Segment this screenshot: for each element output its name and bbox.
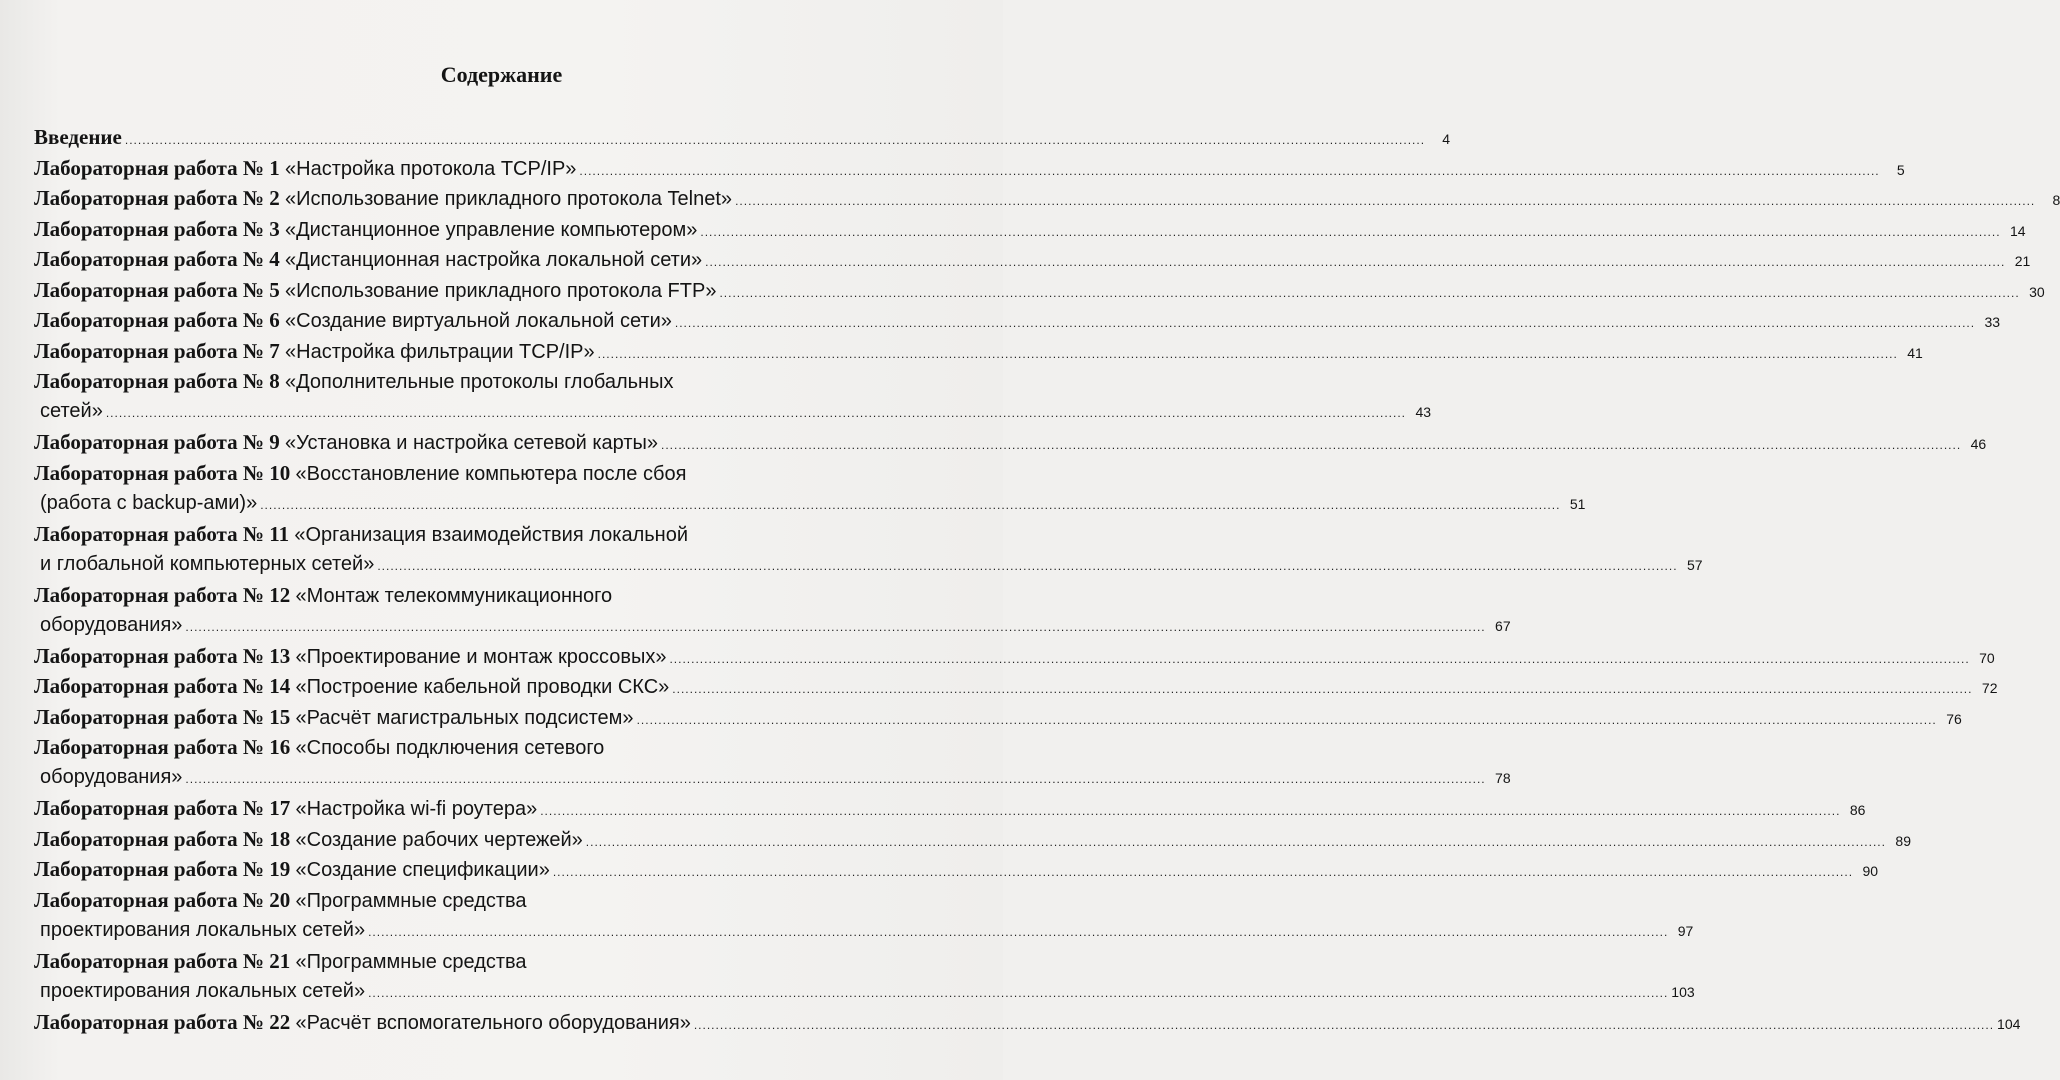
toc-entry — [34, 1007, 2021, 1037]
toc-page-number: 30 — [2029, 283, 2045, 300]
toc-entry-title: «Создание виртуальной локальной сети» — [285, 310, 672, 332]
toc-entry-label: Лабораторная работа № 8 — [34, 369, 280, 393]
toc-entry-title: «Проектирование и монтаж кроссовых» — [295, 645, 667, 668]
toc-entry — [34, 671, 1998, 701]
toc-entry-title: «Способы подключения сетевого — [295, 737, 605, 759]
toc-entry-title-continued: (работа с backup-ами)» — [40, 491, 258, 514]
leader-dots: ............................................................................................................................................................................................................................................................................................................ — [674, 316, 1976, 330]
toc-entry — [34, 336, 1923, 366]
leader-dots: ............................................................................................................................................................................................................................................................................................................ — [552, 865, 1854, 879]
toc-entry-title: «Организация взаимодействия локальной — [294, 523, 688, 546]
toc-entry-label: Лабораторная работа № 3 — [34, 216, 280, 241]
toc-entry-title: «Настройка wi-fi роутера» — [295, 798, 538, 820]
toc-entry-label: Лабораторная работа № 7 — [34, 338, 280, 363]
toc-page-number: 51 — [1569, 495, 1586, 512]
toc-entry — [34, 946, 1695, 1006]
toc-page-number: 97 — [1677, 922, 1694, 939]
toc-entry — [34, 580, 1511, 640]
toc-page-number: 103 — [1671, 983, 1695, 1000]
toc-entry-title: «Монтаж телекоммуникационного — [295, 584, 613, 607]
toc-entry — [34, 427, 1987, 457]
leader-dots: ............................................................................................................................................................................................................................................................................................................ — [368, 985, 1669, 1000]
toc-entry — [34, 793, 1866, 823]
leader-dots: ............................................................................................................................................................................................................................................................................................................ — [540, 804, 1841, 818]
toc-page-number: 104 — [1997, 1015, 2021, 1032]
toc-entry-title-continued: сетей» — [40, 400, 103, 422]
toc-entry-title: «Дополнительные протоколы глобальных — [285, 371, 674, 393]
toc-entry — [34, 641, 1995, 671]
toc-page-number: 33 — [1984, 314, 2001, 330]
toc-entry-title: «Построение кабельной проводки СКС» — [295, 676, 670, 698]
leader-dots: ............................................................................................................................................................................................................................................................................................................ — [260, 497, 1561, 512]
toc-entry-label: Лабораторная работа № 4 — [34, 247, 280, 271]
toc-entry-label: Лабораторная работа № 15 — [34, 704, 291, 729]
leader-dots: ............................................................................................................................................................................................................................................................................................................ — [124, 133, 1426, 147]
toc-entry-title-continued: проектирования локальных сетей» — [40, 979, 366, 1002]
leader-dots: ............................................................................................................................................................................................................................................................................................................ — [185, 772, 1486, 786]
toc-entry-title: «Программные средства — [295, 950, 527, 973]
leader-dots: ............................................................................................................................................................................................................................................................................................................ — [105, 406, 1407, 420]
toc-entry-label: Лабораторная работа № 18 — [34, 826, 291, 851]
toc-entry-label: Лабораторная работа № 21 — [34, 948, 291, 973]
toc-entry-label: Лабораторная работа № 14 — [34, 674, 291, 698]
toc-entry-label: Лабораторная работа № 11 — [34, 521, 290, 546]
page-title: Содержание — [440, 62, 563, 87]
toc-entry-title: «Установка и настройка сетевой карты» — [285, 432, 658, 454]
leader-dots: ............................................................................................................................................................................................................................................................................................................ — [377, 558, 1678, 573]
leader-dots: ............................................................................................................................................................................................................................................................................................................ — [705, 255, 2006, 269]
leader-dots: ............................................................................................................................................................................................................................................................................................................ — [368, 924, 1669, 939]
toc-entry-title: «Дистанционное управление компьютером» — [285, 218, 698, 241]
toc-entry-label: Лабораторная работа № 10 — [34, 460, 291, 485]
toc-entry-label: Лабораторная работа № 13 — [34, 643, 291, 668]
toc-entry-title-continued: и глобальной компьютерных сетей» — [40, 552, 375, 575]
toc-entry-title: «Использование прикладного протокола FTP» — [285, 279, 717, 302]
leader-dots: ............................................................................................................................................................................................................................................................................................................ — [597, 346, 1898, 361]
leader-dots: ............................................................................................................................................................................................................................................................................................................ — [693, 1017, 1995, 1032]
toc-page-number: 5 — [1896, 161, 1905, 178]
toc-entry — [34, 183, 2060, 213]
toc-page-number: 90 — [1862, 863, 1879, 879]
toc-entry — [34, 458, 1586, 518]
toc-entry — [34, 366, 1432, 426]
toc-page-number: 70 — [1979, 649, 1995, 666]
toc-entry-label: Лабораторная работа № 20 — [34, 887, 291, 912]
toc-page-number: 67 — [1495, 617, 1511, 634]
toc-entry-label: Лабораторная работа № 19 — [34, 857, 291, 881]
toc-entry-title-continued: оборудования» — [40, 766, 183, 788]
toc-page-number: 89 — [1895, 832, 1911, 849]
toc-entry-title: «Программные средства — [295, 889, 527, 912]
toc-entry-label: Лабораторная работа № 5 — [34, 277, 280, 302]
toc-entry-title-continued: оборудования» — [40, 613, 183, 636]
toc-page-number: 21 — [2014, 253, 2031, 269]
toc-page-number: 14 — [2009, 222, 2026, 239]
toc-entry-label: Лабораторная работа № 16 — [34, 735, 291, 759]
toc-page-number: 78 — [1495, 770, 1511, 786]
toc-entry — [34, 153, 1905, 183]
toc-page-number: 57 — [1686, 556, 1703, 573]
toc-entry-title: «Восстановление компьютера после сбоя — [295, 462, 687, 485]
toc-entry-title: «Расчёт вспомогательного оборудования» — [295, 1011, 691, 1034]
toc-entry — [34, 214, 2026, 244]
leader-dots: ............................................................................................................................................................................................................................................................................................................ — [185, 619, 1486, 634]
toc-page-number: 8 — [2052, 192, 2060, 208]
toc-entry-title: «Расчёт магистральных подсистем» — [295, 706, 634, 729]
toc-entry-label: Лабораторная работа № 2 — [34, 186, 280, 210]
toc-entry — [34, 854, 1879, 884]
leader-dots: ............................................................................................................................................................................................................................................................................................................ — [579, 163, 1880, 178]
toc-page-number: 76 — [1946, 710, 1962, 727]
toc-entry — [34, 122, 1451, 152]
toc-page-number: 86 — [1849, 802, 1866, 818]
toc-entry-label: Лабораторная работа № 6 — [34, 308, 280, 332]
toc-entry-label: Лабораторная работа № 9 — [34, 430, 280, 454]
toc-entry-title: «Создание спецификации» — [295, 859, 550, 881]
toc-page-number: 4 — [1442, 131, 1451, 147]
toc-entry-title: «Создание рабочих чертежей» — [295, 828, 583, 851]
toc-entry — [34, 885, 1694, 945]
toc-entry — [34, 702, 1962, 732]
toc-entry-label: Лабораторная работа № 12 — [34, 582, 291, 607]
toc-entry — [34, 824, 1911, 854]
leader-dots: ............................................................................................................................................................................................................................................................................................................ — [672, 682, 1973, 696]
toc-page-number: 72 — [1981, 680, 1998, 696]
toc-page-number: 43 — [1415, 404, 1432, 420]
toc-page-number: 46 — [1970, 436, 1987, 452]
toc-entry-title-continued: проектирования локальных сетей» — [40, 918, 366, 941]
toc-entry-label: Лабораторная работа № 22 — [34, 1009, 291, 1034]
toc-entry — [34, 519, 1703, 579]
toc-entry-label: Лабораторная работа № 1 — [34, 155, 280, 180]
toc-entry — [34, 305, 2001, 335]
toc-entry-title: «Настройка протокола TCP/IP» — [285, 157, 577, 180]
leader-dots: ............................................................................................................................................................................................................................................................................................................ — [735, 194, 2036, 208]
leader-dots: ............................................................................................................................................................................................................................................................................................................ — [700, 224, 2001, 239]
leader-dots: ............................................................................................................................................................................................................................................................................................................ — [660, 438, 1962, 452]
toc-entry — [34, 244, 2031, 274]
toc-entry-title: «Настройка фильтрации TCP/IP» — [285, 340, 595, 363]
toc-page-number: 41 — [1907, 344, 1923, 361]
leader-dots: ............................................................................................................................................................................................................................................................................................................ — [636, 712, 1937, 727]
toc-entry-title: «Дистанционная настройка локальной сети» — [285, 249, 703, 271]
toc-entry — [34, 275, 2045, 305]
leader-dots: ............................................................................................................................................................................................................................................................................................................ — [719, 285, 2020, 300]
leader-dots: ............................................................................................................................................................................................................................................................................................................ — [585, 834, 1886, 849]
toc-entry-label: Введение — [34, 125, 122, 149]
toc-entry — [34, 732, 1511, 792]
toc-entry-title: «Использование прикладного протокола Telnet» — [285, 188, 733, 210]
toc-entry-label: Лабораторная работа № 17 — [34, 796, 291, 820]
leader-dots: ............................................................................................................................................................................................................................................................................................................ — [669, 651, 1970, 666]
